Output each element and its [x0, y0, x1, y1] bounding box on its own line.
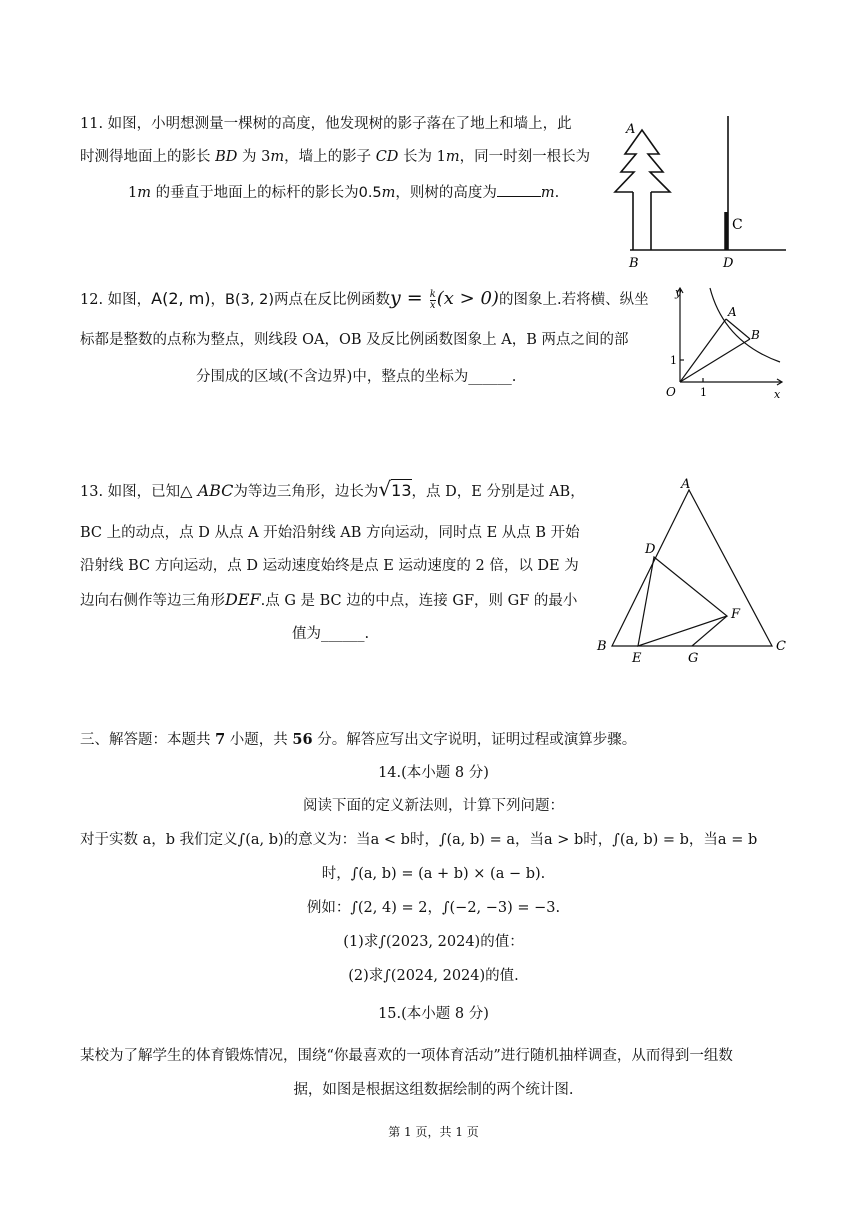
q14-definition-1: 对于实数 a，b 我们定义∫(a, b)的意义为：当a < b时，∫(a, b) = a，当a > b时，∫(a, b) = b，当a = b [80, 832, 758, 848]
q13-label-A: A [681, 477, 691, 492]
q14-definition-2: 时，∫(a, b) = (a + b) × (a − b). [321, 866, 546, 882]
q13-label-C: C [776, 639, 786, 654]
q15-line-2: 据，如图是根据这组数据绘制的两个统计图. [293, 1082, 574, 1098]
q15-line-1: 某校为了解学生的体育锻炼情况，围绕“你最喜欢的一项体育活动”进行随机抽样调查，从而得到一组数 [80, 1048, 733, 1064]
q11-figure [608, 112, 788, 272]
q13-label-D: D [645, 542, 656, 557]
q12-label-one-x: 1 [700, 386, 707, 399]
q12-label-one-y: 1 [670, 354, 677, 367]
page-footer: 第 1 页，共 1 页 [388, 1125, 479, 1139]
q12-label-y: y [675, 286, 682, 299]
q12-label-A: A [728, 305, 737, 319]
q11-label-D: D [723, 256, 734, 271]
q13-line-2: BC 上的动点，点 D 从点 A 开始沿射线 AB 方向运动，同时点 E 从点 B 开始 [80, 525, 580, 541]
q13-line-5: 值为______. [292, 626, 370, 642]
q12-figure [662, 282, 787, 407]
q13-line-4: 边向右侧作等边三角形DEF.点 G 是 BC 边的中点，连接 GF，则 GF 的最小 [80, 590, 578, 609]
q12-line-3: 分围成的区域(不含边界)中，整点的坐标为______. [196, 369, 517, 385]
q12-label-O: O [666, 385, 676, 399]
q12-label-x: x [774, 388, 781, 401]
q13-label-F: F [731, 607, 741, 622]
q12-label-B: B [751, 328, 760, 342]
q11-line-3: 1m 的垂直于地面上的标杆的影长为0.5m，则树的高度为 m. [128, 182, 559, 203]
q14-part-2: (2)求∫(2024, 2024)的值. [348, 968, 519, 984]
answer-blank [497, 182, 541, 197]
q14-part-1: (1)求∫(2023, 2024)的值： [343, 934, 524, 950]
q13-label-G: G [688, 651, 699, 665]
q11-label-C: C [732, 217, 743, 233]
q14-example: 例如：∫(2, 4) = 2，∫(−2, −3) = −3. [306, 900, 561, 916]
q11-label-A: A [626, 122, 636, 137]
q13-line-1: 13. 如图，已知△ ABC为等边三角形，边长为√13，点 D，E 分别是过 AB， [80, 477, 585, 501]
q11-line-1: 11. 如图，小明想测量一棵树的高度，他发现树的影子落在了地上和墙上，此 [80, 116, 572, 132]
q12-line-1: 12. 如图，A(2, m)，B(3, 2)两点在反比例函数y = $\frac{k}{x}$ (x > 0)的图象上.若将横、纵坐 [80, 287, 649, 311]
q13-figure [594, 470, 794, 665]
section-3-header: 三、解答题：本题共 7 小题，共 56 分。解答应写出文字说明，证明过程或演算步骤。 [80, 731, 637, 748]
q14-intro: 阅读下面的定义新法则，计算下列问题： [303, 798, 564, 814]
q13-label-E: E [632, 651, 642, 665]
q14-title: 14.(本小题 8 分) [378, 765, 489, 781]
q12-line-2: 标都是整数的点称为整点，则线段 OA，OB 及反比例函数图象上 A，B 两点之间的部 [80, 332, 629, 348]
q13-line-3: 沿射线 BC 方向运动，点 D 运动速度始终是点 E 运动速度的 2 倍，以 DE 为 [80, 558, 579, 574]
q11-label-B: B [629, 256, 639, 271]
q15-title: 15.(本小题 8 分) [378, 1006, 489, 1022]
q13-label-B: B [597, 639, 607, 654]
q11-line-2: 时测得地面上的影长 BD 为 3m，墙上的影子 CD 长为 1m，同一时刻一根长为 [80, 149, 591, 165]
